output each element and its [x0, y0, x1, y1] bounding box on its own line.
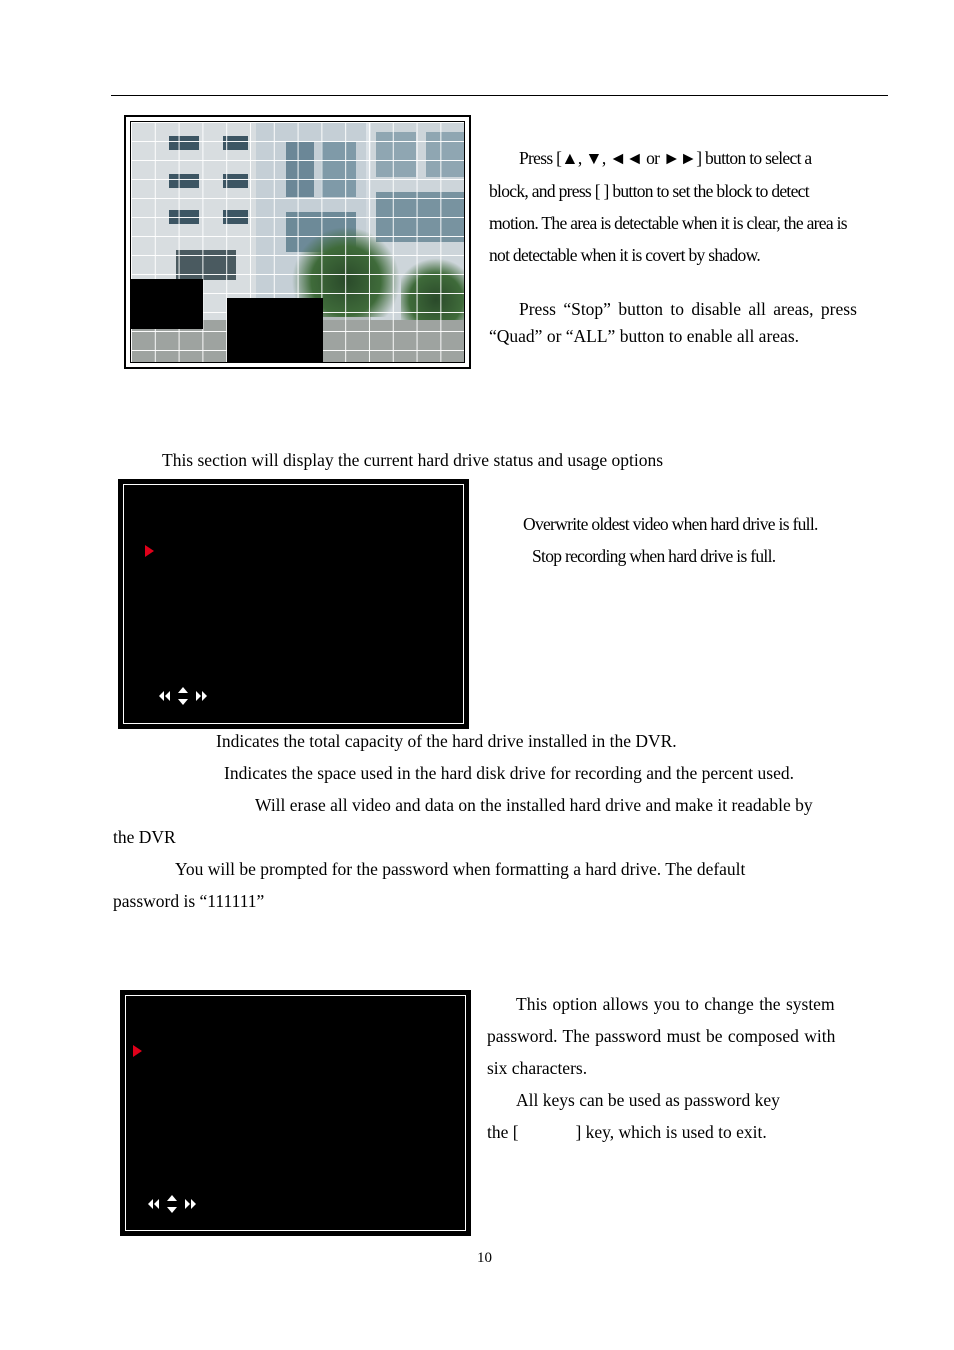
password-description-line5: the [ ] key, which is used to exit.: [487, 1122, 767, 1142]
navigation-arrows-icon: [159, 686, 211, 706]
motion-detection-screenshot: [124, 115, 471, 369]
used-description: Indicates the space used in the hard disk drive for recording and the percent used.: [224, 763, 794, 783]
password-description-line3: six characters.: [487, 1058, 588, 1078]
format-description-line1: Will erase all video and data on the installed hard drive and make it readable by: [255, 795, 813, 815]
format-note-line1: You will be prompted for the password when formatting a hard drive. The default: [175, 859, 746, 879]
stop-instruction-line2: “Quad” or “ALL” button to enable all areas.: [489, 326, 800, 346]
overwrite-description: Overwrite oldest video when hard drive is full.: [523, 514, 818, 534]
format-note-line2: password is “111111”: [113, 891, 265, 911]
format-description-line2: the DVR: [113, 827, 176, 847]
password-description-line1: This option allows you to change the system: [516, 994, 835, 1014]
stop-description: Stop recording when hard drive is full.: [532, 546, 776, 566]
masked-area-1: [131, 279, 203, 329]
motion-instruction-line4: not detectable when it is covert by shadow.: [489, 245, 761, 265]
masked-area-2: [227, 298, 323, 363]
password-description-line4: All keys can be used as password key: [516, 1090, 780, 1110]
selection-cursor-icon: [145, 545, 154, 557]
motion-instruction-line3: motion. The area is detectable when it is clear, the area is: [489, 213, 847, 233]
page-number: 10: [477, 1250, 492, 1266]
hdd-intro: This section will display the current hard drive status and usage options: [162, 450, 664, 470]
motion-instruction-line2: block, and press [ ] button to set the block to detect: [489, 181, 809, 201]
selection-cursor-icon: [133, 1045, 142, 1057]
hdd-menu-screenshot: [119, 480, 468, 728]
stop-instruction-line1: Press “Stop” button to disable all areas, press: [519, 299, 857, 319]
navigation-arrows-icon: [148, 1194, 200, 1214]
motion-instruction-line1: Press [▲, ▼, ◄◄ or ►►] button to select a: [519, 148, 812, 168]
capacity-description: Indicates the total capacity of the hard drive installed in the DVR.: [216, 731, 677, 751]
password-description-line2: password. The password must be composed with: [487, 1026, 836, 1046]
header-rule: [111, 95, 888, 96]
password-menu-screenshot: [121, 991, 470, 1235]
